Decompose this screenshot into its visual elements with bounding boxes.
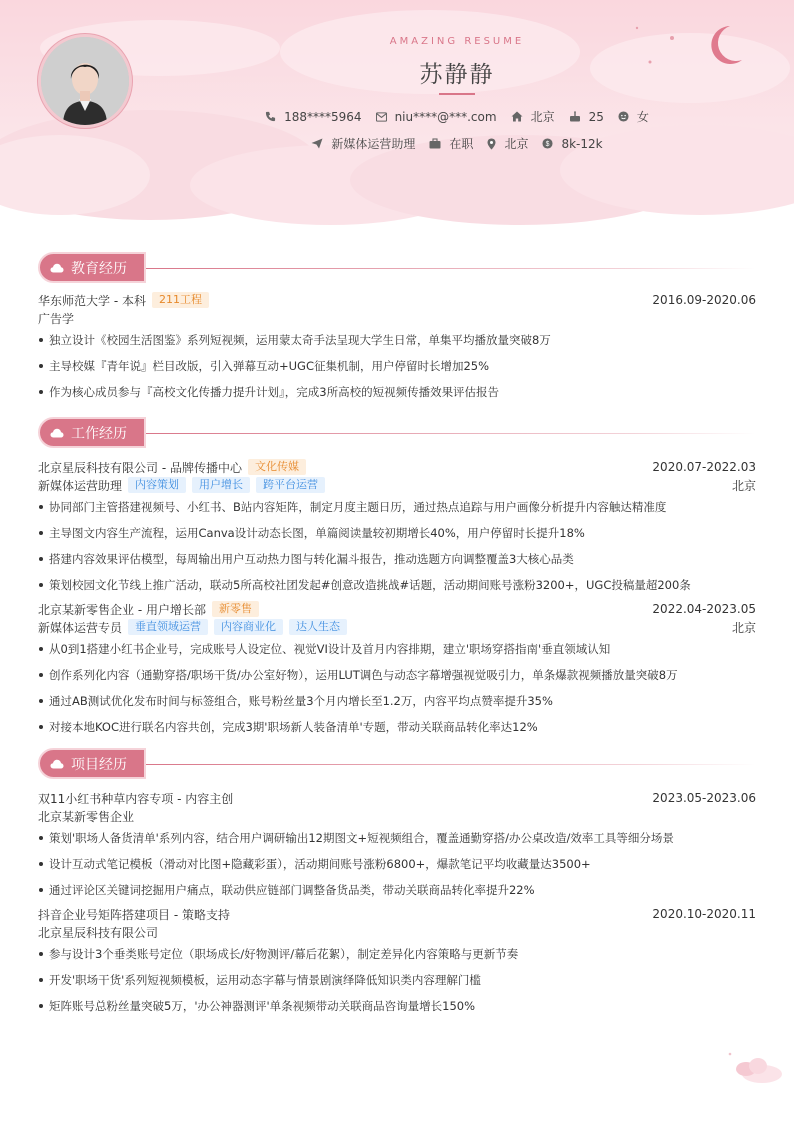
company-name: 北京星辰科技有限公司 - 品牌传播中心 [38, 460, 242, 475]
project-name: 抖音企业号矩阵搭建项目 - 策略支持 [38, 907, 230, 922]
project-entry [38, 789, 756, 903]
target-position-info: 新媒体运营助理 [311, 135, 415, 152]
send-icon [311, 138, 323, 149]
job-status-info: 在职 [429, 135, 473, 152]
job-intent-row [0, 135, 794, 152]
resume-tagline: AMAZING RESUME [389, 36, 525, 47]
list-item: 搭建内容效果评估模型，每周输出用户互动热力图与转化漏斗报告，推动选题方向调整覆盖3大核心品类 [38, 546, 756, 572]
work-bullets [38, 636, 756, 740]
contact-row [0, 108, 794, 125]
list-item: 参与设计3个垂类账号定位（职场成长/好物测评/幕后花絮），制定差异化内容策略与更新节奏 [38, 941, 756, 967]
list-item: 矩阵账号总粉丝量突破5万，'办公神器测评'单条视频带动关联商品咨询量增长150% [38, 993, 756, 1019]
work-entry [38, 458, 756, 598]
industry-tag: 文化传媒 [248, 459, 306, 475]
skill-tag: 内容商业化 [214, 619, 283, 635]
cake-icon [569, 111, 581, 122]
project-entry [38, 905, 756, 1019]
job-role: 新媒体运营专员 [38, 620, 123, 635]
projects-section [38, 748, 756, 1019]
project-bullets [38, 825, 756, 903]
resume-header [0, 0, 794, 232]
money-icon [542, 138, 553, 149]
target-city-info: 北京 [487, 135, 528, 152]
list-item: 主导图文内容生产流程，运用Canva设计动态长图，单篇阅读量较初期增长40%，用户停留时长提升18% [38, 520, 756, 546]
industry-tag: 新零售 [212, 601, 259, 617]
work-city: 北京 [731, 478, 756, 493]
skill-tag: 跨平台运营 [256, 477, 325, 493]
section-header [38, 748, 756, 780]
list-item: 创作系列化内容（通勤穿搭/职场干货/办公室好物），运用LUT调色与动态字幕增强视觉吸引力，单条爆款视频播放量突破8万 [38, 662, 756, 688]
section-title-pill: 工作经历 [38, 417, 146, 448]
decorative-cloud-icon [726, 1050, 786, 1086]
section-header [38, 252, 756, 284]
list-item: 通过AB测试优化发布时间与标签组合，账号粉丝量3个月内增长至1.2万，内容平均点赞率提升35% [38, 688, 756, 714]
list-item: 对接本地KOC进行联名内容共创，完成3期'职场新人装备清单'专题，带动关联商品转化率达12% [38, 714, 756, 740]
list-item: 协同部门主管搭建视频号、小红书、B站内容矩阵，制定月度主题日历，通过热点追踪与用户画像分析提升内容触达精准度 [38, 494, 756, 520]
gender-info: 女 [618, 108, 649, 125]
work-bullets [38, 494, 756, 598]
list-item: 策划'职场人备货清单'系列内容，结合用户调研输出12期图文+短视频组合，覆盖通勤穿搭/办公桌改造/效率工具等细分场景 [38, 825, 756, 851]
project-name: 双11小红书种草内容专项 - 内容主创 [38, 791, 234, 806]
home-icon [511, 111, 523, 122]
education-date: 2016.09-2020.06 [652, 293, 756, 307]
list-item: 作为核心成员参与『高校文化传播力提升计划』，完成3所高校的短视频传播效果评估报告 [38, 379, 756, 405]
mail-icon [376, 112, 387, 122]
briefcase-icon [429, 138, 441, 149]
work-city: 北京 [731, 620, 756, 635]
list-item: 从0到1搭建小红书企业号，完成账号人设定位、视觉VI设计及首月内容排期，建立'职场穿搭指南'垂直领域认知 [38, 636, 756, 662]
project-org: 北京某新零售企业 [38, 809, 135, 824]
list-item: 通过评论区关键词挖掘用户痛点，联动供应链部门调整备货品类，带动关联商品转化率提升22% [38, 877, 756, 903]
list-item: 开发'职场干货'系列短视频模板，运用动态字幕与情景剧演绎降低知识类内容理解门槛 [38, 967, 756, 993]
work-section [38, 417, 756, 740]
education-section [38, 252, 756, 405]
skill-tag: 内容策划 [128, 477, 186, 493]
skill-tag: 垂直领域运营 [128, 619, 208, 635]
phone-info[interactable]: 188****5964 [265, 110, 361, 124]
list-item: 设计互动式笔记模板（滑动对比图+隐藏彩蛋），活动期间账号涨粉6800+，爆款笔记平均收藏量达3500+ [38, 851, 756, 877]
salary-info: $ 8k-12k [542, 137, 602, 151]
section-divider [146, 764, 756, 765]
project-date: 2023.05-2023.06 [652, 791, 756, 805]
work-date: 2022.04-2023.05 [652, 602, 756, 616]
project-date: 2020.10-2020.11 [652, 907, 756, 921]
svg-text:$: $ [546, 140, 550, 148]
skill-tag: 达人生态 [289, 619, 347, 635]
list-item: 策划校园文化节线上推广活动，联动5所高校社团发起#创意改造挑战#话题，活动期间账号涨粉3200+，UGC投稿量超200条 [38, 572, 756, 598]
major: 广告学 [38, 311, 75, 326]
section-title-pill: 教育经历 [38, 252, 146, 283]
education-bullets [38, 327, 756, 405]
work-date: 2020.07-2022.03 [652, 460, 756, 474]
work-entry [38, 600, 756, 740]
email-info[interactable]: niu****@***.com [376, 110, 497, 124]
skill-tag: 用户增长 [192, 477, 250, 493]
location-icon [487, 138, 496, 150]
section-header [38, 417, 756, 449]
section-divider [146, 268, 756, 269]
school-name: 华东师范大学 - 本科 [38, 293, 146, 308]
school-tag: 211工程 [152, 292, 209, 308]
name-underline [439, 93, 475, 95]
job-role: 新媒体运营助理 [38, 478, 123, 493]
cloud-icon [50, 263, 64, 273]
phone-icon [265, 111, 276, 122]
face-icon [618, 111, 629, 122]
section-divider [146, 433, 756, 434]
project-bullets [38, 941, 756, 1019]
age-info: 25 [569, 110, 604, 124]
list-item: 主导校媒『青年说』栏目改版，引入弹幕互动+UGC征集机制，用户停留时长增加25% [38, 353, 756, 379]
cloud-icon [50, 428, 64, 438]
project-org: 北京星辰科技有限公司 [38, 925, 159, 940]
education-entry-header [38, 291, 756, 309]
company-name: 北京某新零售企业 - 用户增长部 [38, 602, 206, 617]
list-item: 独立设计《校园生活图鉴》系列短视频，运用蒙太奇手法呈现大学生日常，单集平均播放量突破8万 [38, 327, 756, 353]
section-title-pill: 项目经历 [38, 748, 146, 779]
cloud-icon [50, 759, 64, 769]
home-city-info: 北京 [511, 108, 555, 125]
candidate-name: 苏静静 [419, 62, 495, 88]
